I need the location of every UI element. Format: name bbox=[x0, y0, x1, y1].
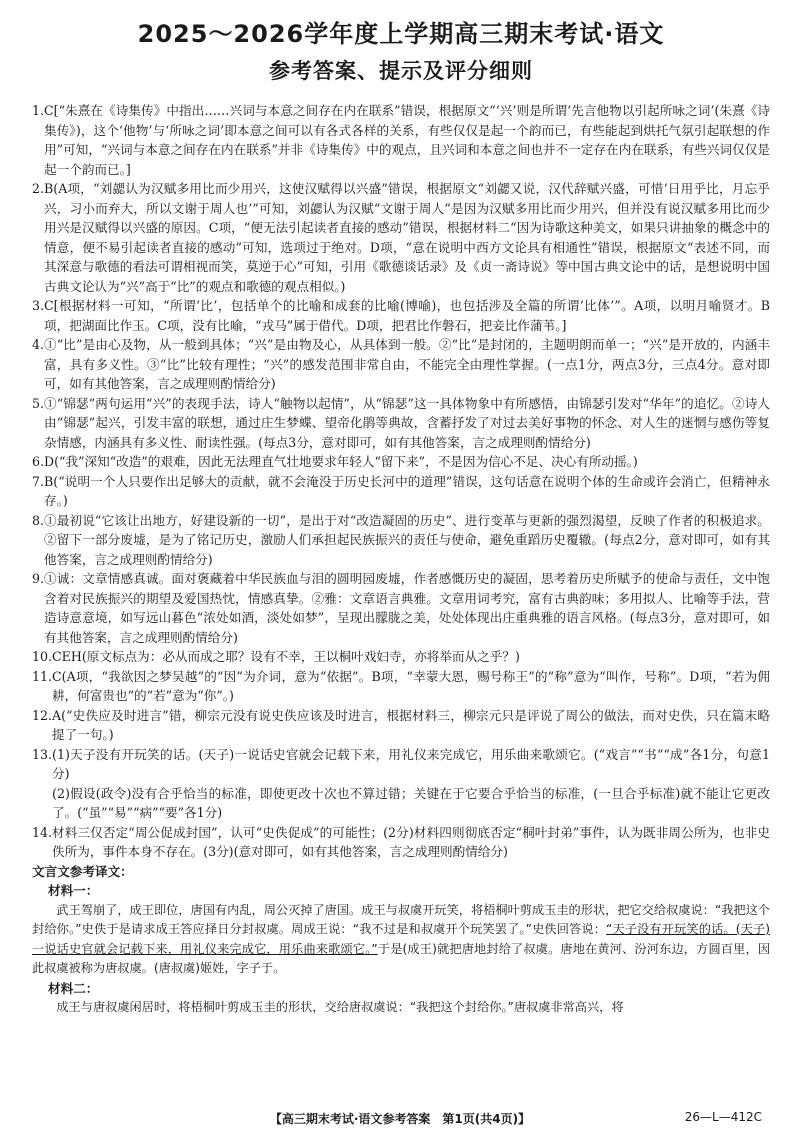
page-subtitle: 参考答案、提示及评分细则 bbox=[269, 59, 533, 83]
item-text: A(“史佚应及时进言”错，柳宗元没有说史佚应该及时进言，根据材料三，柳宗元只是评说了周公的做法，而对史佚，只在篇末略提了一句。) bbox=[52, 707, 770, 742]
item-number: 5. bbox=[32, 395, 45, 411]
item-text-part-2: (2)假设(政令)没有合乎恰当的标准，即使更改十次也不算过错；关键在于它要合乎恰当的标准，(一旦合乎标准)就不能让它更改了。(“虽”“易”“病”“要”各1分) bbox=[52, 785, 770, 820]
item-number: 2. bbox=[32, 181, 45, 196]
translation-heading: 文言文参考译文： bbox=[32, 863, 133, 879]
item-text: C(A项，“我欲因之梦吴越”的“因”为介词，意为“依据”。B项，“幸蒙大恩，赐号称王”的“称”意为“叫作，号称”。D项，“若为佣耕，何富贵也”的“若”意为“你”。) bbox=[52, 668, 770, 703]
item-text: ①最初说“它该让出地方，好建设新的一切”，是出于对“改造凝固的历史”、进行变革与更新的强烈渴望，反映了作者的积极追求。②留下一部分废墟，是为了铭记历史，激励人们承担起民族振兴的责任与使命，避免重蹈历史覆辙。(每点2分，意对即可，如有其他答案，言之成理则酌情给分) bbox=[44, 512, 770, 567]
answer-item-12 bbox=[32, 706, 770, 745]
item-text: 材料三仅否定“周公促成封国”，认可“史佚促成”的可能性；(2分)材料四则彻底否定“桐叶封弟”事件，认为既非周公所为，也非史佚所为，事件本身不存在。(3分)(意对即可，如有其他答案，言之成理则酌情给分) bbox=[52, 824, 770, 859]
footer-page-label: 【高三期末考试·语文参考答案 第1页(共4页)】 bbox=[269, 1112, 531, 1126]
material-1-text bbox=[32, 901, 770, 979]
answer-item-10 bbox=[32, 647, 770, 667]
item-text: B(A项，“刘勰认为汉赋多用比而少用兴，这使汉赋得以兴盛”错误，根据原文“刘勰又说，汉代辞赋兴盛，可惜‘日用乎比，月忘乎兴，习小而弃大，所以文谢于周人也’”可知，刘勰认为汉赋“文谢于周人”是因为汉赋多用比而少用兴，但并没有说汉赋多用比而少用兴是汉赋得以兴盛的原因。C项，“便无法引起读者直接的感动”错误，根据材料二“因为诗歌这种美文，如果只讲抽象的概念中的情意，便不易引起读者直接的感动”可知，选项过于绝对。D项，“意在说明中西方文论具有相通性”错误，根据原文“表述不同，而其深意与歌德的看法可谓相视而笑，莫逆于心”可知，引用《歌德谈话录》及《贞一斋诗说》等中国古典文论中的话，是想说明中国古典文论认为“兴”高于“比”的观点和歌德的观点相似。) bbox=[44, 181, 770, 294]
item-number: 6. bbox=[32, 454, 45, 469]
answer-item-2 bbox=[32, 179, 770, 296]
material-2-title: 材料二： bbox=[48, 980, 99, 996]
answer-item-1 bbox=[32, 101, 770, 179]
footer-exam-code: 26—L—412C bbox=[684, 1110, 762, 1124]
answer-item-13 bbox=[32, 745, 770, 823]
item-text: C[“朱熹在《诗集传》中指出……兴词与本意之间存在内在联系”错误，根据原文“‘兴’则是所谓‘先言他物以引起所咏之词’(朱熹《诗集传》)，这个‘他物’与‘所咏之词’即本意之间可以有各式各样的关系，有些仅仅是起一个韵而已，有些能起到烘托气氛引起联想的作用”可知，“兴词与本意之间存在内在联系”并非《诗集传》中的观点，且兴词和本意之间也并不一定存在内在联系，有些兴词仅仅是起一个韵而已。] bbox=[44, 103, 770, 177]
answer-item-8 bbox=[32, 511, 770, 570]
material-1-part-a: 武王驾崩了，成王即位，唐国有内乱，周公灭掉了唐国。成王与叔虞开玩笑，将梧桐叶剪成玉圭的形状，把它交给叔虞说：“我把这个封给你。”史佚于是请求成王答应择日分封叔虞。周成王说：“我不过是和叔虞开个玩笑罢了。”史佚回答说： bbox=[32, 902, 770, 936]
material-1-part-b: 于是(成王)就把唐地封给了叔虞。唐地在黄河、汾河东边，方圆百里，因此叔虞被称为唐叔虞。(唐叔虞)姬姓，字子于。 bbox=[32, 941, 771, 975]
answer-item-11 bbox=[32, 667, 770, 706]
item-number: 9. bbox=[32, 571, 45, 586]
item-text: ①“锦瑟”两句运用“兴”的表现手法，诗人“触物以起情”，从“锦瑟”这一具体物象中有所感悟，由锦瑟引发对“华年”的追忆。②诗人由“锦瑟”起兴，引发丰富的联想，通过庄生梦蝶、望帝化鹃等典故，含蓄抒发了对过去美好事物的怀念、对人生的迷惘与感伤等复杂情感，内涵具有多义性、耐读性强。(每点3分，意对即可，如有其他答案，言之成理则酌情给分) bbox=[44, 395, 770, 450]
answer-item-5 bbox=[32, 394, 770, 453]
page-footer bbox=[0, 1110, 800, 1127]
item-number: 14. bbox=[32, 824, 53, 840]
item-number: 8. bbox=[32, 512, 45, 528]
item-number: 13. bbox=[32, 746, 53, 762]
item-number: 7. bbox=[32, 473, 45, 489]
item-text: B(“说明一个人只要作出足够大的贡献，就不会淹没于历史长河中的道理”错误，这句话意在说明个体的生命或许会消亡，但精神永存。) bbox=[44, 473, 770, 508]
item-text: CEH(原文标点为：必从而成之耶？设有不幸，王以桐叶戏妇寺，亦将举而从之乎？) bbox=[52, 649, 520, 664]
material-1-underlined: “天子没有开玩笑的话。(天子)一说话史官就会记载下来，用礼仪来完成它，用乐曲来歌颂它。” bbox=[32, 922, 770, 956]
item-text-part-1: (1)天子没有开玩笑的话。(天子)一说话史官就会记载下来，用礼仪来完成它，用乐曲来歌颂它。(“戏言”“书”“成”各1分，句意1分) bbox=[52, 746, 770, 781]
material-2-text: 成王与唐叔虞闲居时，将梧桐叶剪成玉圭的形状，交给唐叔虞说：“我把这个封给你。”唐叔虞非常高兴，将 bbox=[56, 1000, 624, 1014]
item-number: 4. bbox=[32, 337, 45, 352]
item-text: ①“比”是由心及物，从一般到具体；“兴”是由物及心，从具体到一般。②“比”是封闭的，主题明朗而单一；“兴”是开放的，内涵丰富，具有多义性。③“比”比较有理性；“兴”的感发范围非常自由，不能完全由理性掌握。(一点1分，两点3分，三点4分。意对即可，如有其他答案，言之成理则酌情给分) bbox=[44, 337, 770, 391]
answer-item-4 bbox=[32, 335, 770, 394]
item-number: 1. bbox=[32, 103, 45, 118]
item-number: 12. bbox=[32, 707, 53, 723]
item-number: 10. bbox=[32, 649, 53, 664]
answer-item-6 bbox=[32, 452, 770, 472]
item-text bbox=[52, 745, 770, 823]
answer-list bbox=[32, 101, 770, 862]
answer-item-14 bbox=[32, 823, 770, 862]
item-text: C[根据材料一可知，“所谓‘比’，包括单个的比喻和成套的比喻(博喻)，也包括涉及全篇的所谓‘比体’”。A项，以明月喻贤才。B项，把湖面比作玉。C项，没有比喻，“戎马”属于借代。D项，把君比作磐石，把妾比作蒲苇。] bbox=[44, 298, 770, 333]
answer-item-9 bbox=[32, 569, 770, 647]
item-text: D(“我”深知“改造”的艰难，因此无法理直气壮地要求年轻人“留下来”，不是因为信心不足、决心有所动摇。) bbox=[44, 454, 638, 469]
answer-item-7 bbox=[32, 472, 770, 511]
item-number: 3. bbox=[32, 298, 45, 313]
item-text: ①诚：文章情感真诚。面对褒藏着中华民族血与泪的圆明园废墟，作者感慨历史的凝固，思考着历史所赋予的使命与责任，文中饱含着对民族振兴的期望及爱国热忱，情感真挚。②雅：文章语言典雅。文章用词考究，富有古典韵味；多用拟人、比喻等手法，营造诗意意境，如写远山暮色“浓处如酒，淡处如梦”，呈现出朦胧之美，处处体现出庄重典雅的语言风格。(每点3分，意对即可，如有其他答案，言之成理则酌情给分) bbox=[44, 571, 770, 645]
page-title: 2025～2026学年度上学期高三期末考试·语文 bbox=[137, 20, 665, 48]
answer-item-3 bbox=[32, 296, 770, 335]
material-1-title: 材料一： bbox=[48, 883, 99, 898]
item-number: 11. bbox=[32, 668, 53, 684]
